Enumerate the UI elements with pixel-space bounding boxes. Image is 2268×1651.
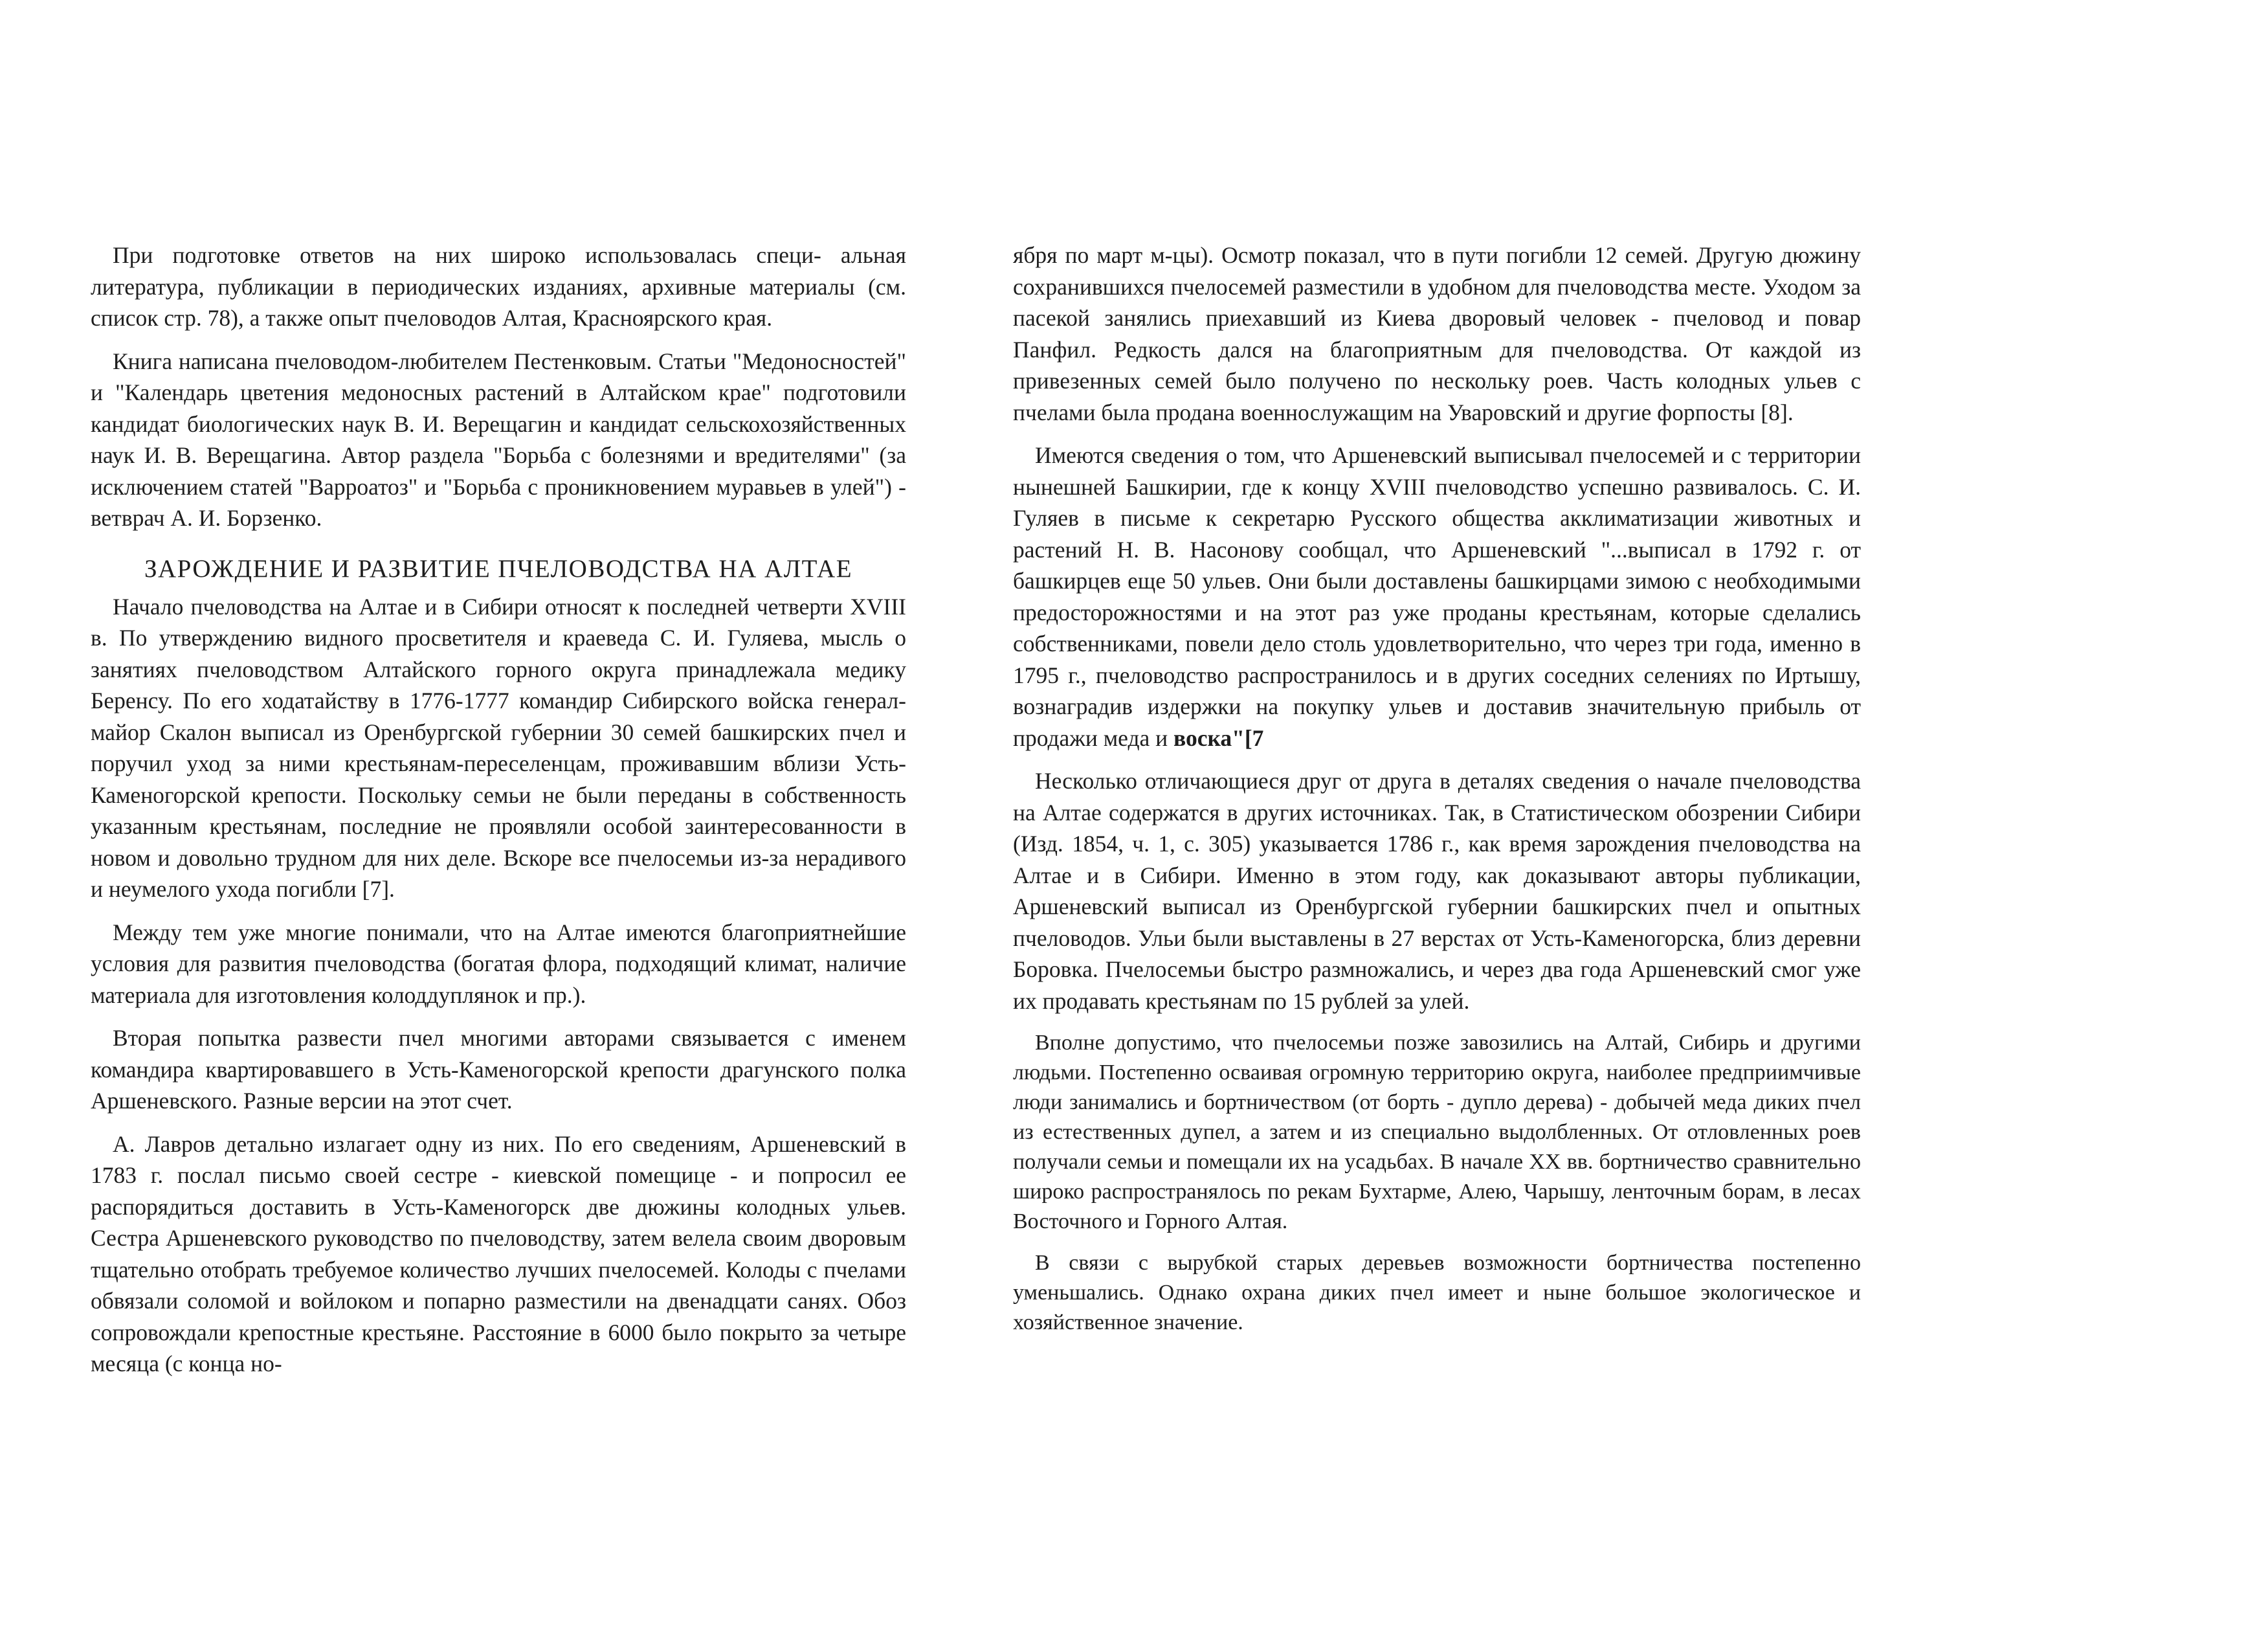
paragraph: Вполне допустимо, что пчелосемьи позже завозились на Алтай, Сибирь и другими людьми. Постепенно осваивая огромную территорию округа, наиболее предприимчивые люди занимались и бортничеством (от борть - дупло дерева) - добычей меда диких пчел из естественных дупел, а затем и из специально выдолбленных. От отловленных роев получали семьи и помещали их на усадьбах. В начале XX вв. бортничество сравнительно широко распространялось по рекам Бухтарме, Алею, Чарышу, ленточным борам, в лесах Восточного и Горного Алтая. [1013, 1031, 1861, 1233]
left-column [91, 240, 906, 1391]
paragraph: При подготовке ответов на них широко использовалась специ- альная литература, публикации в периодических изданиях, архивные материалы (см. список стр. 78), а также опыт пчеловодов Алтая, Красноярского края. [91, 242, 906, 331]
paragraph: А. Лавров детально излагает одну из них. По его сведениям, Аршеневский в 1783 г. послал письмо своей сестре - киевской помещице - и попросил ее распорядиться доставить в Усть-Каменогорск две дюжины колодных ульев. Сестра Аршеневского руководство по пчеловодству, затем велела своим дворовым тщательно отобрать требуемое количество лучших пчелосемей. Колоды с пчелами обвязали соломой и войлоком и попарно разместили на двенадцати санях. Обоз сопровождали крепостные крестьяне. Расстояние в 6000 было покрыто за четыре месяца (с конца но- [91, 1130, 906, 1376]
paragraph: Несколько отличающиеся друг от друга в деталях сведения о начале пчеловодства на Алтае содержатся в других источниках. Так, в Статистическом обозрении Сибири (Изд. 1854, ч. 1, с. 305) указывается 1786 г., как время зарождения пчеловодства на Алтае и в Сибири. Именно в этом году, как доказывают авторы публикации, Аршеневский выписал из Оренбургской губернии башкирских пчел и опытных пчеловодов. Ульи были выставлены в 27 верстах от Усть-Каменогорска, близ деревни Боровка. Пчелосемьи быстро размножались, и через два года Аршеневский смог уже их продавать крестьянам по 15 рублей за улей. [1013, 768, 1861, 1014]
paragraph: Вторая попытка развести пчел многими авторами связывается с именем командира квартировавшего в Усть-Каменогорской крепости драгунского полка Аршеневского. Разные версии на этот счет. [91, 1025, 906, 1114]
paragraph [1013, 440, 1861, 754]
paragraph-tail: воска"[7 [1173, 724, 1264, 751]
paragraph: Между тем уже многие понимали, что на Алтае имеются благоприятнейшие условия для развития пчеловодства (богатая флора, подходящий климат, наличие материала для изготовления колоддуплянок и пр.). [91, 919, 906, 1008]
paragraph-text: Имеются сведения о том, что Аршеневский выписывал пчелосемей и с территории нынешней Башкирии, где к концу XVIII пчеловодство успешно развивалось. С. И. Гуляев в письме к секретарю Русского общества акклиматизации животных и растений Н. В. Насонову сообщал, что Аршеневский "...выписал в 1792 г. от башкирцев еще 50 ульев. Они были доставлены башкирцами зимою с необходимыми предосторожностями и на этот раз уже проданы крестьянам, которые сделались собственниками, повели дело столь удовлетворительно, что через три года, именно в 1795 г., пчеловодство распространилось и в других соседних селениях по Иртышу, вознаградив издержки на покупку ульев и доставив значительную прибыль от продажи меда и [1013, 442, 1861, 751]
section-heading: ЗАРОЖДЕНИЕ И РАЗВИТИЕ ПЧЕЛОВОДСТВА НА АЛТАЕ [144, 554, 853, 583]
paragraph: ября по март м-цы). Осмотр показал, что в пути погибли 12 семей. Другую дюжину сохранившихся пчелосемей разместили в удобном для пчеловодства месте. Уходом за пасекой занялись приехавший из Киева дворовый человек - пчеловод и повар Панфил. Редкость дался на благоприятным для пчеловодства. От каждой из привезенных семей было получено по нескольку роев. Часть колодных ульев с пчелами была продана военнослужащим на Уваровский и другие форпосты [8]. [1013, 242, 1861, 425]
paragraph: В связи с вырубкой старых деревьев возможности бортничества постепенно уменьшались. Однако охрана диких пчел имеет и ныне большое экологическое и хозяйственное значение. [1013, 1251, 1861, 1334]
paragraph: Книга написана пчеловодом-любителем Пестенковым. Статьи "Медоносностей" и "Календарь цветения медоносных растений в Алтайском крае" подготовили кандидат биологических наук В. И. Верещагин и кандидат сельскохозяйственных наук И. В. Верещагина. Автор раздела "Борьба с болезнями и вредителями" (за исключением статей "Варроатоз" и "Борьба с проникновением муравьев в улей") - ветврач А. И. Борзенко. [91, 348, 906, 531]
paragraph: Начало пчеловодства на Алтае и в Сибири относят к последней четверти XVIII в. По утверждению видного просветителя и краеведа С. И. Гуляева, мысль о занятиях пчеловодством Алтайского горного округа принадлежала медику Беренсу. По его ходатайству в 1776-1777 командир Сибирского войска генерал-майор Скалон выписал из Оренбургской губернии 30 семей башкирских пчел и поручил уход за ними крестьянам-переселенцам, проживавшим вблизи Усть-Каменогорской крепости. Поскольку семьи не были переданы в собственность указанным крестьянам, последние не проявляли особой заинтересованности в новом и довольно трудном для них деле. Вскоре все пчелосемьи из-за нерадивого и неумелого ухода погибли [7]. [91, 593, 906, 902]
right-column [1013, 240, 1861, 1349]
